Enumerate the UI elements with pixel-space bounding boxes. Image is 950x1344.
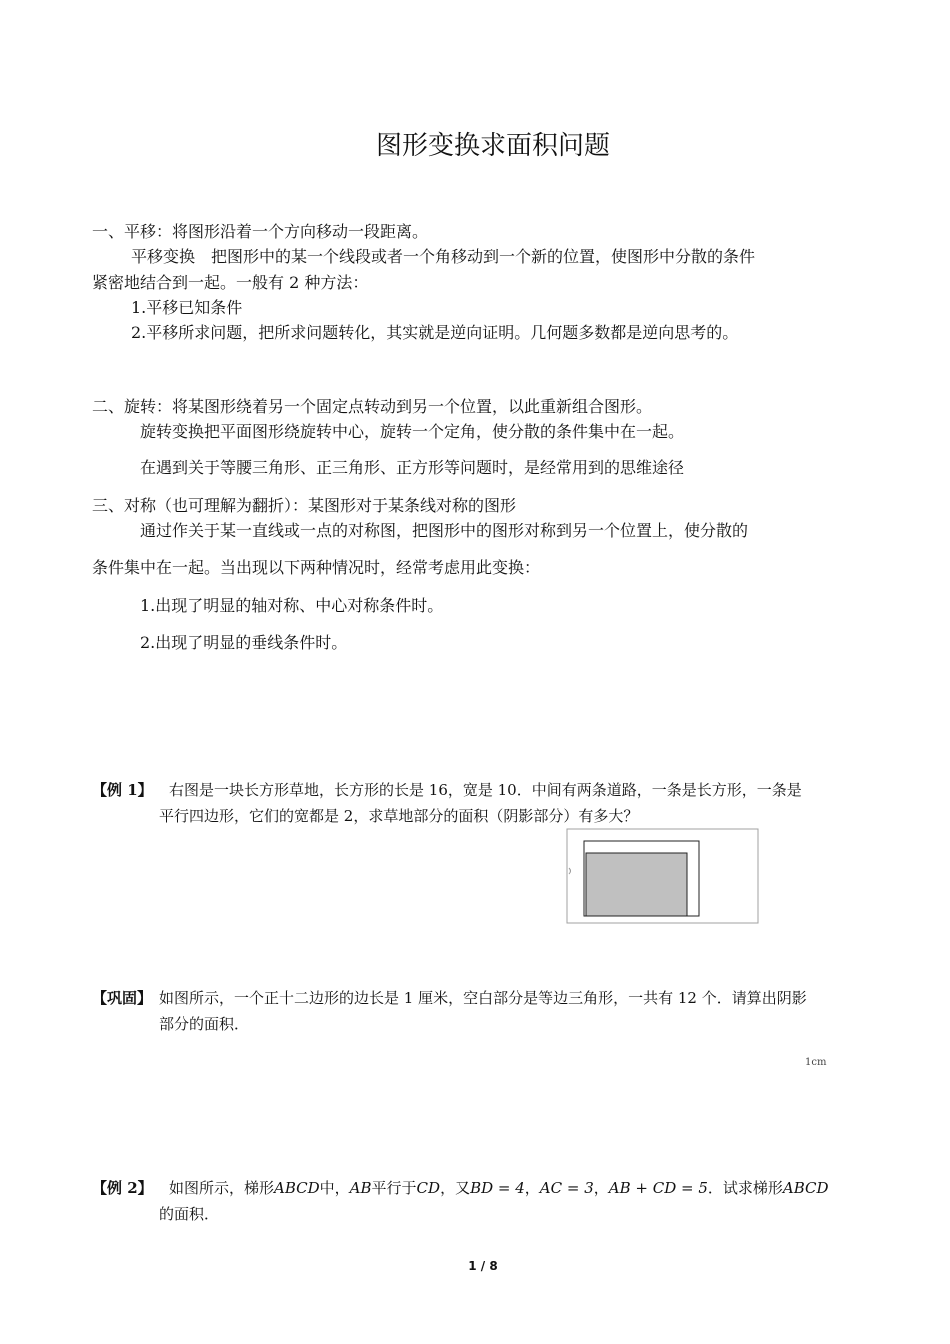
example1-figure bbox=[566, 828, 760, 925]
example2-eq-ac: AC = 3 bbox=[539, 1179, 594, 1197]
example1-line1: 右图是一块长方形草地，长方形的长是 16，宽是 10．中间有两条道路，一条是长方形，一条是 bbox=[169, 781, 802, 799]
example2-var-ab: AB bbox=[349, 1179, 372, 1197]
example2-line2: 的面积． bbox=[159, 1205, 220, 1223]
page-title: 图形变换求面积问题 bbox=[375, 131, 610, 161]
example2-text-k: ， bbox=[593, 1179, 609, 1197]
section1-heading: 一、平移：将图形沿着一个方向移动一段距离。 bbox=[92, 222, 429, 241]
example2-var-cd: CD bbox=[416, 1179, 441, 1197]
section2-para2: 在遇到关于等腰三角形、正三角形、正方形等问题时，是经常用到的思维途径 bbox=[140, 458, 685, 477]
section1-para-line1: 平移变换 把图形中的某一个线段或者一个角移动到一个新的位置，使图形中分散的条件 bbox=[131, 247, 756, 266]
example2-text-a: 如图所示，梯形 bbox=[169, 1179, 275, 1197]
lawn-shaded-area bbox=[586, 853, 687, 916]
section2-heading: 二、旋转：将某图形绕着另一个固定点转动到另一个位置，以此重新组合图形。 bbox=[92, 397, 653, 416]
example2-text-m: ．试求梯形 bbox=[707, 1179, 783, 1197]
page-number: 1 / 8 bbox=[468, 1259, 498, 1273]
example2-tag: 【例 2】 bbox=[92, 1179, 153, 1197]
figure-label-1cm: 1cm bbox=[805, 1057, 827, 1068]
example2-text-i: ， bbox=[524, 1179, 540, 1197]
section3-heading: 三、对称（也可理解为翻折）：某图形对于某条线对称的图形 bbox=[92, 496, 517, 515]
consolidation-line2: 部分的面积． bbox=[159, 1015, 250, 1033]
section3-para-line1: 通过作关于某一直线或一点的对称图，把图形中的图形对称到另一个位置上，使分散的 bbox=[140, 521, 749, 540]
example2-eq-bd: BD = 4 bbox=[470, 1179, 525, 1197]
example2-text-c: 中， bbox=[319, 1179, 350, 1197]
example1-tag: 【例 1】 bbox=[92, 781, 153, 799]
section1-para-line2: 紧密地结合到一起。一般有 2 种方法： bbox=[92, 273, 369, 292]
section1-item2: 2.平移所求问题，把所求问题转化，其实就是逆向证明。几何题多数都是逆向思考的。 bbox=[131, 323, 739, 342]
example2-text-g: ，又 bbox=[440, 1179, 471, 1197]
example2-text-e: 平行于 bbox=[371, 1179, 417, 1197]
example2-eq-sum: AB + CD = 5 bbox=[608, 1179, 708, 1197]
section3-item2: 2.出现了明显的垂线条件时。 bbox=[140, 633, 348, 652]
example1-line2: 平行四边形，它们的宽都是 2，求草地部分的面积（阴影部分）有多大？ bbox=[159, 807, 639, 825]
example2-line1 bbox=[169, 1178, 829, 1198]
consolidation-tag: 【巩固】 bbox=[92, 989, 153, 1007]
example2-var-abcd-2: ABCD bbox=[782, 1179, 829, 1197]
section3-para-line2: 条件集中在一起。当出现以下两种情况时，经常考虑用此变换： bbox=[92, 558, 541, 577]
section3-item1: 1.出现了明显的轴对称、中心对称条件时。 bbox=[140, 596, 444, 615]
section2-para1: 旋转变换把平面图形绕旋转中心，旋转一个定角，使分散的条件集中在一起。 bbox=[140, 422, 685, 441]
section1-item1: 1.平移已知条件 bbox=[131, 298, 243, 317]
consolidation-line1: 如图所示，一个正十二边形的边长是 1 厘米，空白部分是等边三角形，一共有 12 个．请算出阴影 bbox=[159, 989, 807, 1007]
example2-var-abcd: ABCD bbox=[274, 1179, 320, 1197]
